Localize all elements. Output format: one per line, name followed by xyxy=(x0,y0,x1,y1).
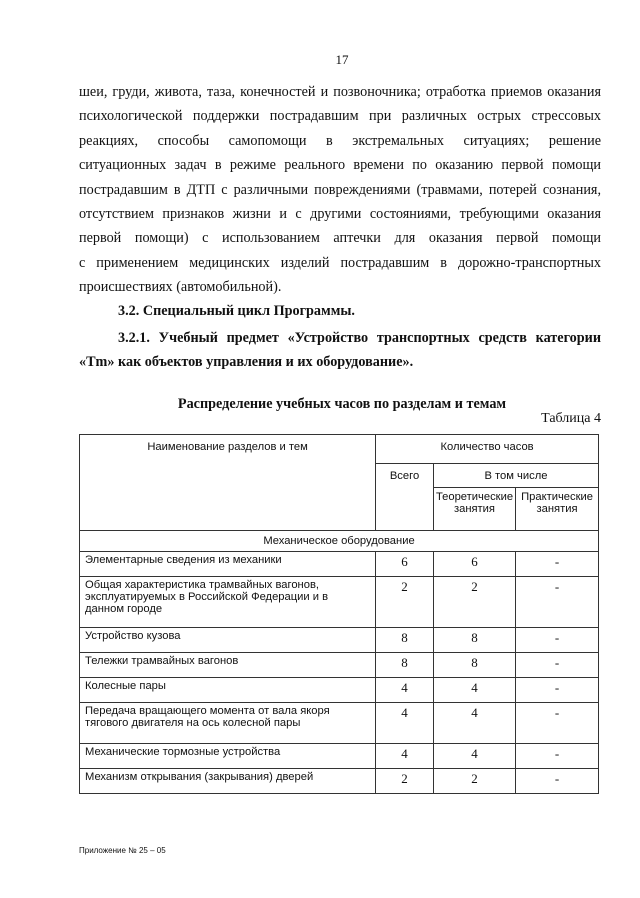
row-practice: - xyxy=(516,552,599,577)
header-hours: Количество часов xyxy=(376,435,599,464)
row-total: 4 xyxy=(376,678,434,703)
table-row xyxy=(80,678,599,703)
row-theory: 4 xyxy=(433,678,515,703)
table-label: Таблица 4 xyxy=(541,411,601,426)
text-line: пострадавшим в ДТП с различными повреждениями (травмами, потерей сознания, xyxy=(79,181,601,198)
section-row: Механическое оборудование xyxy=(80,531,599,552)
table-row xyxy=(80,552,599,577)
row-practice: - xyxy=(516,744,599,769)
row-theory: 6 xyxy=(433,552,515,577)
text-line: отсутствием признаков жизни и с другими состояниями, требующими оказания xyxy=(79,206,601,223)
row-name: Устройство кузова xyxy=(80,628,376,653)
table-title: Распределение учебных часов по разделам и темам xyxy=(177,396,507,412)
text-line: с применением медицинских изделий пострадавшим в дорожно-транспортных xyxy=(79,254,601,271)
row-total: 8 xyxy=(376,628,434,653)
header-total: Всего xyxy=(376,464,434,531)
row-name: Тележки трамвайных вагонов xyxy=(80,653,376,678)
row-total: 6 xyxy=(376,552,434,577)
table-row xyxy=(80,653,599,678)
row-practice: - xyxy=(516,769,599,794)
text-line: происшествиях (автомобильной). xyxy=(79,279,282,296)
row-practice: - xyxy=(516,678,599,703)
row-practice: - xyxy=(516,703,599,744)
text-line: реакциях, способы самопомощи в экстремальных ситуациях; решение xyxy=(79,132,601,149)
table-body xyxy=(80,552,599,794)
text-line: 3.2.1. Учебный предмет «Устройство транспортных средств категории xyxy=(118,330,601,346)
text-line: шеи, груди, живота, таза, конечностей и позвоночника; отработка приемов оказания xyxy=(79,84,601,100)
row-theory: 2 xyxy=(433,577,515,628)
table-row xyxy=(80,577,599,628)
hours-table xyxy=(79,434,599,794)
header-including: В том числе xyxy=(433,464,598,488)
header-name: Наименование разделов и тем xyxy=(80,435,376,531)
row-name: Общая характеристика трамвайных вагонов, эксплуатируемых в Российской Федерации и в данном городе xyxy=(80,577,376,628)
row-name: Колесные пары xyxy=(80,678,376,703)
row-total: 2 xyxy=(376,769,434,794)
table-row xyxy=(80,744,599,769)
table-row xyxy=(80,703,599,744)
subsection-heading xyxy=(79,326,601,374)
row-total: 8 xyxy=(376,653,434,678)
row-theory: 8 xyxy=(433,653,515,678)
text-line: ситуационных задач в режиме реального времени по оказанию первой помощи xyxy=(79,157,601,174)
row-total: 4 xyxy=(376,744,434,769)
row-theory: 8 xyxy=(433,628,515,653)
row-practice: - xyxy=(516,653,599,678)
table-row xyxy=(80,769,599,794)
page-number: 17 xyxy=(335,52,349,67)
intro-paragraph xyxy=(79,80,601,300)
text-line: психологической поддержки пострадавшим при различных острых стрессовых xyxy=(79,108,601,125)
row-practice: - xyxy=(516,628,599,653)
row-total: 4 xyxy=(376,703,434,744)
row-theory: 2 xyxy=(433,769,515,794)
row-total: 2 xyxy=(376,577,434,628)
text-line: «Tm» как объектов управления и их оборудование». xyxy=(79,354,414,370)
row-name: Элементарные сведения из механики xyxy=(80,552,376,577)
row-theory: 4 xyxy=(433,703,515,744)
row-name: Механические тормозные устройства xyxy=(80,744,376,769)
row-name: Передача вращающего момента от вала якоря тягового двигателя на ось колесной пары xyxy=(80,703,376,744)
row-practice: - xyxy=(516,577,599,628)
table-row xyxy=(80,628,599,653)
row-name: Механизм открывания (закрывания) дверей xyxy=(80,769,376,794)
section-heading: 3.2. Специальный цикл Программы. xyxy=(118,303,355,319)
text-line: первой помощи) с использованием аптечки для оказания первой помощи xyxy=(79,230,601,247)
footer-note: Приложение № 25 – 05 xyxy=(79,846,166,855)
header-practice: Практические занятия xyxy=(516,488,599,531)
header-theory: Теоретические занятия xyxy=(433,488,515,531)
row-theory: 4 xyxy=(433,744,515,769)
